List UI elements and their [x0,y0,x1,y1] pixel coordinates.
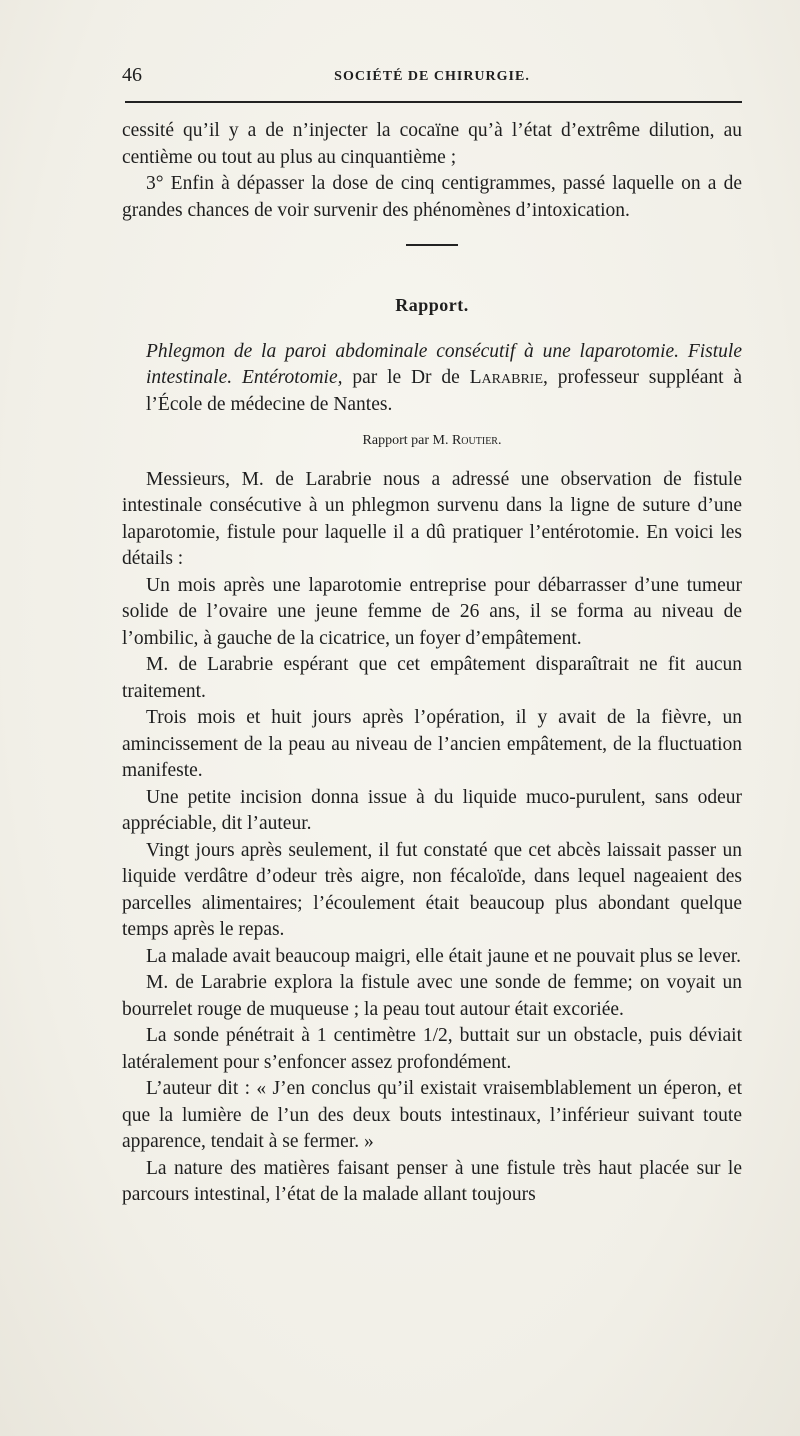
body-paragraph: Un mois après une laparotomie entreprise pour débarrasser d’une tumeur solide de l’ovaire une jeune femme de 26 ans, il se forma au niveau de l’ombilic, à gauche de la cicatrice, un foyer d’empâtement. [122,574,742,649]
body-paragraph: Vingt jours après seulement, il fut constaté que cet abcès laissait passer un liquide verdâtre d’odeur très aigre, non fécaloïde, dans lequel nageaient des parcelles alimentaires; l’écoulement était beaucoup plus abondant quelque temps après le repas. [122,839,742,940]
body-paragraph: Trois mois et huit jours après l’opération, il y avait de la fièvre, un amincissement de la peau au niveau de l’ancien empâtement, de la fluctuation manifeste. [122,707,742,781]
body-paragraph: M. de Larabrie espérant que cet empâtement disparaîtrait ne fit aucun traitement. [122,654,742,702]
intro-paragraph-2: 3° Enfin à dépasser la dose de cinq centigrammes, passé laquelle on a de grandes chances de voir survenir des phénomènes d’intoxication. [122,173,742,221]
header-rule [125,101,742,103]
page-number: 46 [122,64,142,86]
byline-name: Routier. [451,433,502,448]
page-header [122,64,742,90]
report-byline [122,428,742,455]
byline-prefix: Rapport par M. [362,433,452,448]
report-title: Phlegmon de la paroi abdominale consécutif à une laparotomie. Fistule intestinale. Entérotomie, [146,340,742,388]
section-separator [406,244,458,246]
body-paragraph: Messieurs, M. de Larabrie nous a adressé une observation de fistule intestinale consécutive à un phlegmon survenu dans la ligne de suture d’une laparotomie, fistule pour laquelle il a dû pratiquer l’entérotomie. En voici les détails : [122,468,742,569]
page-text [122,118,742,1209]
report-heading [122,339,742,419]
report-affiliation: , professeur suppléant à l’École de médecine de Nantes. [146,367,743,415]
body-paragraph: La sonde pénétrait à 1 centimètre 1/2, buttait sur un obstacle, puis déviait latéralement pour s’enfoncer assez profondément. [122,1025,742,1073]
body-paragraph: L’auteur dit : « J’en conclus qu’il existait vraisemblablement un éperon, et que la lumière de l’un des deux bouts intestinaux, l’inférieur suivant toute apparence, tendait à se fermer. » [122,1078,742,1152]
running-title: SOCIÉTÉ DE CHIRURGIE. [334,69,530,84]
body-paragraph: M. de Larabrie explora la fistule avec une sonde de femme; on voyait un bourrelet rouge de muqueuse ; la peau tout autour était excoriée. [122,972,742,1020]
body-paragraph: La malade avait beaucoup maigri, elle était jaune et ne pouvait plus se lever. [146,945,742,967]
body-paragraph: La nature des matières faisant penser à une fistule très haut placée sur le parcours intestinal, l’état de la malade allant toujours [122,1157,742,1205]
section-title: Rapport. [395,295,469,315]
report-author: Larabrie [469,367,544,388]
body-paragraph: Une petite incision donna issue à du liquide muco-purulent, sans odeur appréciable, dit l’auteur. [122,786,742,834]
intro-paragraph-1: cessité qu’il y a de n’injecter la cocaïne qu’à l’état d’extrême dilution, au centième ou tout au plus au cinquantième ; [122,120,742,168]
report-by: par le Dr de [342,367,470,388]
